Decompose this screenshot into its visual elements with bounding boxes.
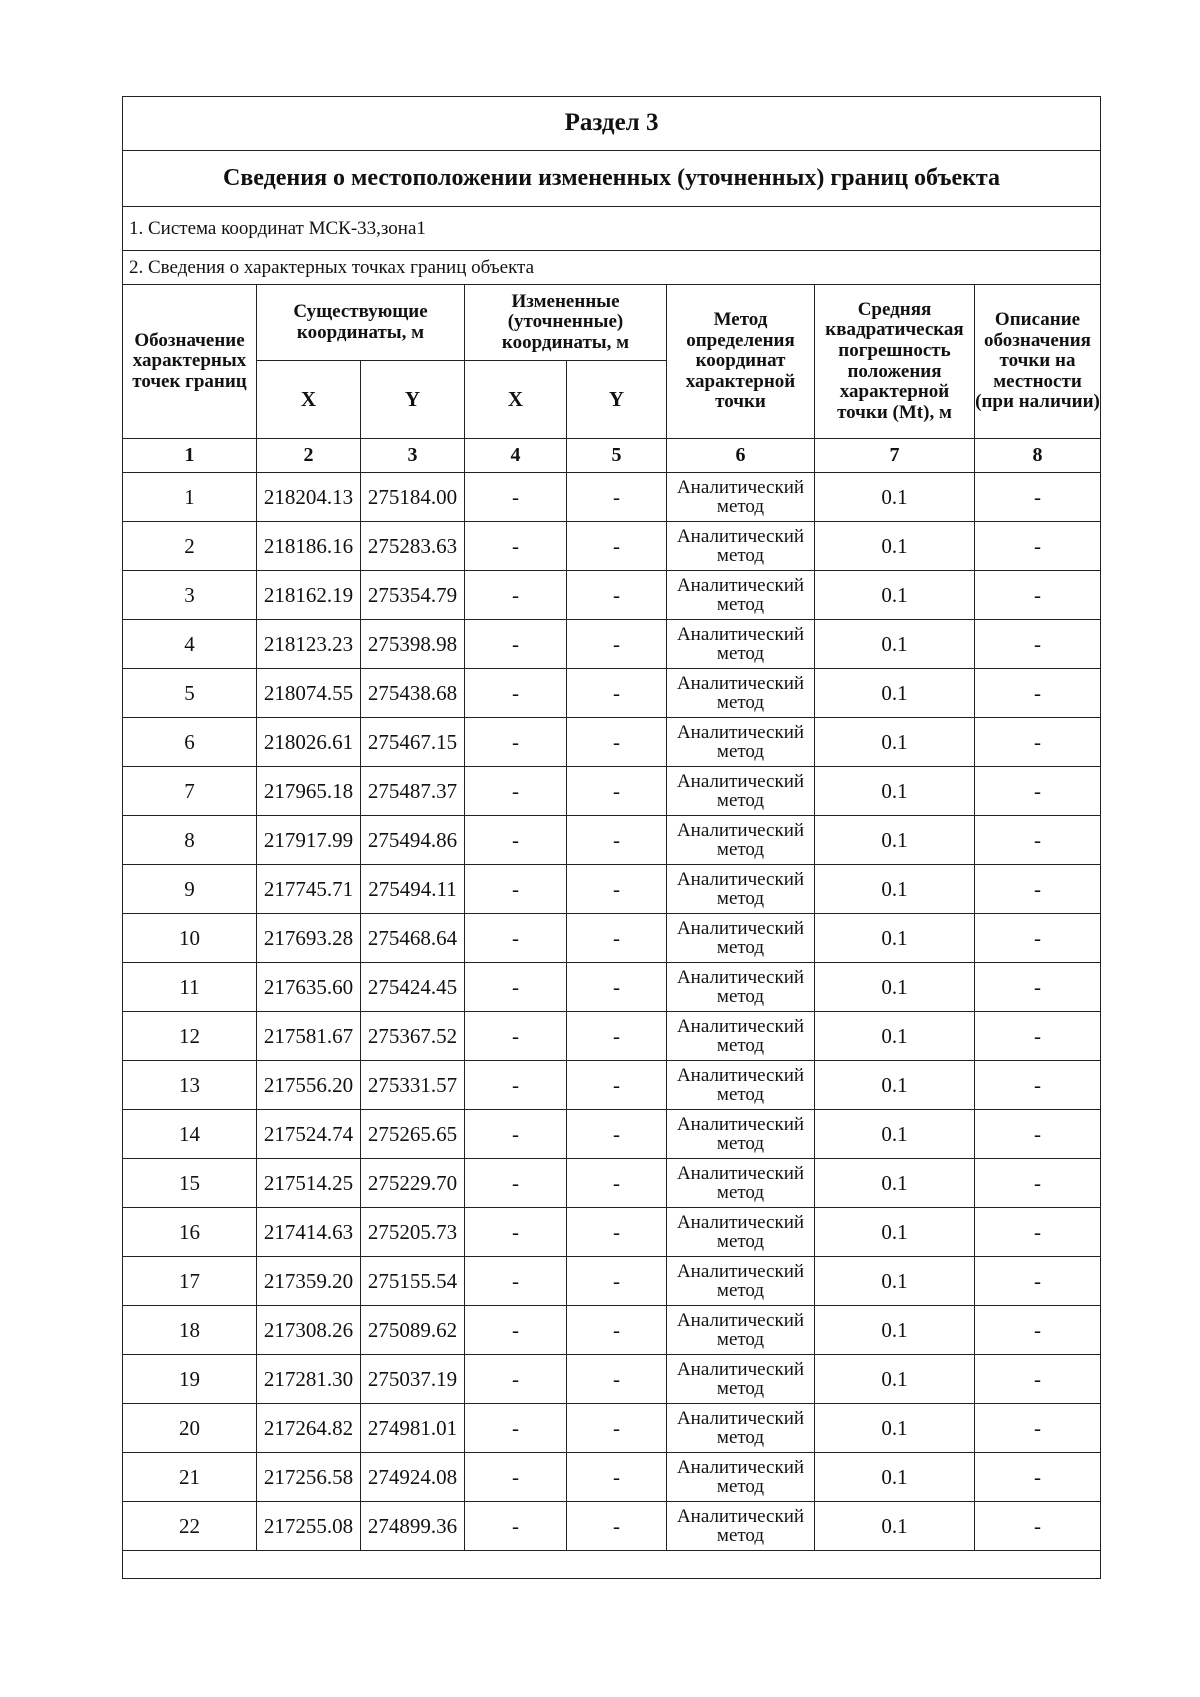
cell-existing-x: 218204.13	[257, 473, 361, 522]
method-word: Аналитический	[676, 624, 805, 645]
method-word: метод	[716, 790, 765, 811]
cell-existing-y: 275089.62	[361, 1306, 465, 1355]
method-word: Аналитический	[676, 1212, 805, 1233]
column-number: 7	[815, 439, 975, 473]
cell-description: -	[975, 1061, 1101, 1110]
cell-method	[667, 473, 815, 522]
cell-existing-x: 218162.19	[257, 571, 361, 620]
empty-cell	[123, 1551, 1101, 1579]
cell-changed-x: -	[465, 718, 567, 767]
table-row	[123, 1404, 1101, 1453]
cell-method	[667, 1208, 815, 1257]
method-word: Аналитический	[676, 722, 805, 743]
cell-mean-square-error: 0.1	[815, 865, 975, 914]
cell-point-number: 10	[123, 914, 257, 963]
cell-changed-y: -	[567, 718, 667, 767]
cell-existing-x: 218123.23	[257, 620, 361, 669]
cell-point-number: 13	[123, 1061, 257, 1110]
method-word: Аналитический	[676, 1163, 805, 1184]
cell-changed-y: -	[567, 571, 667, 620]
cell-existing-x: 217965.18	[257, 767, 361, 816]
cell-method	[667, 571, 815, 620]
method-word: Аналитический	[676, 1065, 805, 1086]
table-row	[123, 767, 1101, 816]
column-number-row	[123, 439, 1101, 473]
method-word: Аналитический	[676, 771, 805, 792]
cell-changed-y: -	[567, 1208, 667, 1257]
cell-changed-x: -	[465, 1159, 567, 1208]
cell-existing-y: 275438.68	[361, 669, 465, 718]
cell-changed-x: -	[465, 1502, 567, 1551]
cell-point-number: 15	[123, 1159, 257, 1208]
cell-existing-x: 217635.60	[257, 963, 361, 1012]
method-word: метод	[716, 1378, 765, 1399]
cell-method	[667, 767, 815, 816]
cell-changed-y: -	[567, 620, 667, 669]
method-word: Аналитический	[676, 1261, 805, 1282]
cell-existing-y: 275331.57	[361, 1061, 465, 1110]
cell-changed-x: -	[465, 473, 567, 522]
column-number: 6	[667, 439, 815, 473]
cell-method	[667, 1110, 815, 1159]
cell-changed-y: -	[567, 865, 667, 914]
table-row	[123, 816, 1101, 865]
cell-point-number: 19	[123, 1355, 257, 1404]
cell-existing-y: 275037.19	[361, 1355, 465, 1404]
cell-existing-y: 274924.08	[361, 1453, 465, 1502]
cell-point-number: 12	[123, 1012, 257, 1061]
empty-footer-row	[123, 1551, 1101, 1579]
cell-existing-x: 217581.67	[257, 1012, 361, 1061]
method-word: метод	[716, 545, 765, 566]
cell-existing-x: 218026.61	[257, 718, 361, 767]
cell-changed-y: -	[567, 1404, 667, 1453]
cell-existing-y: 275354.79	[361, 571, 465, 620]
cell-point-number: 17	[123, 1257, 257, 1306]
cell-point-number: 8	[123, 816, 257, 865]
cell-changed-y: -	[567, 1061, 667, 1110]
cell-existing-y: 275467.15	[361, 718, 465, 767]
cell-changed-x: -	[465, 1306, 567, 1355]
cell-existing-x: 217281.30	[257, 1355, 361, 1404]
cell-existing-x: 217255.08	[257, 1502, 361, 1551]
table-row	[123, 914, 1101, 963]
cell-point-number: 9	[123, 865, 257, 914]
cell-changed-y: -	[567, 1110, 667, 1159]
cell-changed-y: -	[567, 767, 667, 816]
cell-mean-square-error: 0.1	[815, 767, 975, 816]
cell-method	[667, 1404, 815, 1453]
table-row	[123, 473, 1101, 522]
header-existing-coordinates: Существующие координаты, м	[257, 285, 465, 361]
cell-changed-x: -	[465, 1061, 567, 1110]
cell-method	[667, 1159, 815, 1208]
cell-description: -	[975, 1208, 1101, 1257]
cell-changed-x: -	[465, 767, 567, 816]
table-row	[123, 1502, 1101, 1551]
method-word: метод	[716, 839, 765, 860]
document-page	[122, 96, 1100, 1579]
cell-mean-square-error: 0.1	[815, 522, 975, 571]
cell-point-number: 7	[123, 767, 257, 816]
section-subtitle: Сведения о местоположении измененных (уточненных) границ объекта	[123, 151, 1101, 207]
header-description: Описание обозначения точки на местности (при наличии)	[975, 285, 1101, 439]
cell-description: -	[975, 1306, 1101, 1355]
method-word: Аналитический	[676, 575, 805, 596]
column-number: 1	[123, 439, 257, 473]
cell-description: -	[975, 1257, 1101, 1306]
method-word: Аналитический	[676, 1016, 805, 1037]
cell-existing-y: 275424.45	[361, 963, 465, 1012]
method-word: метод	[716, 1525, 765, 1546]
cell-method	[667, 914, 815, 963]
method-word: метод	[716, 594, 765, 615]
cell-mean-square-error: 0.1	[815, 1110, 975, 1159]
cell-changed-y: -	[567, 914, 667, 963]
method-word: Аналитический	[676, 1359, 805, 1380]
cell-point-number: 6	[123, 718, 257, 767]
header-changed-x: X	[465, 361, 567, 439]
table-row	[123, 1257, 1101, 1306]
method-word: метод	[716, 986, 765, 1007]
cell-changed-x: -	[465, 1012, 567, 1061]
points-caption: 2. Сведения о характерных точках границ объекта	[123, 251, 1101, 285]
cell-existing-y: 275184.00	[361, 473, 465, 522]
cell-mean-square-error: 0.1	[815, 1012, 975, 1061]
cell-mean-square-error: 0.1	[815, 1453, 975, 1502]
cell-existing-x: 217524.74	[257, 1110, 361, 1159]
cell-description: -	[975, 473, 1101, 522]
table-row	[123, 865, 1101, 914]
cell-point-number: 18	[123, 1306, 257, 1355]
cell-changed-x: -	[465, 1257, 567, 1306]
cell-existing-x: 218186.16	[257, 522, 361, 571]
coordinate-system-line: 1. Система координат МСК-33,зона1	[123, 207, 1101, 251]
method-word: Аналитический	[676, 1457, 805, 1478]
header-mean-square-error: Средняя квадратическая погрешность положения характерной точки (Mt), м	[815, 285, 975, 439]
cell-point-number: 21	[123, 1453, 257, 1502]
cell-description: -	[975, 914, 1101, 963]
cell-changed-x: -	[465, 1355, 567, 1404]
cell-changed-y: -	[567, 669, 667, 718]
table-row	[123, 571, 1101, 620]
cell-method	[667, 1306, 815, 1355]
cell-mean-square-error: 0.1	[815, 1061, 975, 1110]
cell-changed-x: -	[465, 1404, 567, 1453]
cell-mean-square-error: 0.1	[815, 914, 975, 963]
cell-changed-x: -	[465, 669, 567, 718]
cell-existing-x: 218074.55	[257, 669, 361, 718]
cell-existing-x: 217514.25	[257, 1159, 361, 1208]
cell-mean-square-error: 0.1	[815, 571, 975, 620]
cell-description: -	[975, 1453, 1101, 1502]
cell-description: -	[975, 1012, 1101, 1061]
method-word: Аналитический	[676, 967, 805, 988]
cell-existing-y: 275398.98	[361, 620, 465, 669]
method-word: метод	[716, 643, 765, 664]
method-word: Аналитический	[676, 526, 805, 547]
cell-mean-square-error: 0.1	[815, 718, 975, 767]
cell-method	[667, 816, 815, 865]
cell-existing-y: 275487.37	[361, 767, 465, 816]
cell-changed-x: -	[465, 816, 567, 865]
cell-mean-square-error: 0.1	[815, 669, 975, 718]
method-word: Аналитический	[676, 477, 805, 498]
section-title: Раздел 3	[123, 97, 1101, 151]
cell-description: -	[975, 816, 1101, 865]
cell-method	[667, 620, 815, 669]
cell-mean-square-error: 0.1	[815, 1404, 975, 1453]
cell-description: -	[975, 571, 1101, 620]
cell-mean-square-error: 0.1	[815, 1159, 975, 1208]
cell-existing-y: 275367.52	[361, 1012, 465, 1061]
cell-existing-x: 217256.58	[257, 1453, 361, 1502]
method-word: Аналитический	[676, 1408, 805, 1429]
cell-existing-x: 217556.20	[257, 1061, 361, 1110]
method-word: Аналитический	[676, 673, 805, 694]
header-changed-y: Y	[567, 361, 667, 439]
cell-existing-x: 217414.63	[257, 1208, 361, 1257]
cell-description: -	[975, 963, 1101, 1012]
method-word: метод	[716, 1280, 765, 1301]
column-number: 2	[257, 439, 361, 473]
cell-existing-y: 274899.36	[361, 1502, 465, 1551]
table-row	[123, 620, 1101, 669]
method-word: метод	[716, 496, 765, 517]
cell-changed-x: -	[465, 865, 567, 914]
method-word: Аналитический	[676, 1506, 805, 1527]
table-row	[123, 1355, 1101, 1404]
column-number: 8	[975, 439, 1101, 473]
cell-point-number: 11	[123, 963, 257, 1012]
method-word: метод	[716, 1182, 765, 1203]
method-word: метод	[716, 692, 765, 713]
cell-existing-x: 217308.26	[257, 1306, 361, 1355]
cell-point-number: 5	[123, 669, 257, 718]
cell-existing-x: 217264.82	[257, 1404, 361, 1453]
cell-changed-y: -	[567, 473, 667, 522]
cell-changed-x: -	[465, 620, 567, 669]
column-number: 4	[465, 439, 567, 473]
cell-changed-x: -	[465, 914, 567, 963]
table-row	[123, 1012, 1101, 1061]
cell-existing-y: 275494.11	[361, 865, 465, 914]
cell-description: -	[975, 522, 1101, 571]
cell-point-number: 20	[123, 1404, 257, 1453]
cell-changed-y: -	[567, 1159, 667, 1208]
column-number: 5	[567, 439, 667, 473]
cell-method	[667, 1502, 815, 1551]
method-word: метод	[716, 1133, 765, 1154]
cell-existing-y: 275494.86	[361, 816, 465, 865]
cell-description: -	[975, 620, 1101, 669]
cell-mean-square-error: 0.1	[815, 1208, 975, 1257]
cell-point-number: 14	[123, 1110, 257, 1159]
cell-changed-y: -	[567, 963, 667, 1012]
cell-mean-square-error: 0.1	[815, 963, 975, 1012]
cell-changed-x: -	[465, 1208, 567, 1257]
cell-method	[667, 865, 815, 914]
cell-method	[667, 1061, 815, 1110]
method-word: метод	[716, 1427, 765, 1448]
method-word: метод	[716, 1035, 765, 1056]
cell-method	[667, 1012, 815, 1061]
cell-description: -	[975, 1404, 1101, 1453]
cell-existing-y: 275265.65	[361, 1110, 465, 1159]
cell-changed-y: -	[567, 1502, 667, 1551]
method-word: метод	[716, 888, 765, 909]
cell-description: -	[975, 718, 1101, 767]
method-word: метод	[716, 1329, 765, 1350]
cell-point-number: 16	[123, 1208, 257, 1257]
cell-existing-x: 217917.99	[257, 816, 361, 865]
method-word: метод	[716, 1084, 765, 1105]
cell-mean-square-error: 0.1	[815, 1306, 975, 1355]
cell-existing-y: 275205.73	[361, 1208, 465, 1257]
table-row	[123, 1453, 1101, 1502]
cell-changed-x: -	[465, 571, 567, 620]
cell-existing-y: 275229.70	[361, 1159, 465, 1208]
cell-changed-y: -	[567, 1306, 667, 1355]
cell-method	[667, 669, 815, 718]
table-row	[123, 1159, 1101, 1208]
method-word: Аналитический	[676, 820, 805, 841]
method-word: Аналитический	[676, 869, 805, 890]
cell-mean-square-error: 0.1	[815, 620, 975, 669]
cell-mean-square-error: 0.1	[815, 1502, 975, 1551]
method-word: метод	[716, 937, 765, 958]
cell-changed-x: -	[465, 1110, 567, 1159]
cell-existing-y: 275155.54	[361, 1257, 465, 1306]
cell-point-number: 22	[123, 1502, 257, 1551]
boundary-points-table	[122, 96, 1101, 1579]
table-row	[123, 1306, 1101, 1355]
cell-method	[667, 522, 815, 571]
header-designation: Обозначение характерных точек границ	[123, 285, 257, 439]
cell-point-number: 4	[123, 620, 257, 669]
cell-changed-y: -	[567, 522, 667, 571]
header-existing-x: X	[257, 361, 361, 439]
table-row	[123, 669, 1101, 718]
table-row	[123, 1061, 1101, 1110]
table-row	[123, 1208, 1101, 1257]
cell-description: -	[975, 1355, 1101, 1404]
cell-point-number: 1	[123, 473, 257, 522]
cell-changed-x: -	[465, 1453, 567, 1502]
cell-description: -	[975, 767, 1101, 816]
table-row	[123, 1110, 1101, 1159]
cell-method	[667, 1453, 815, 1502]
cell-point-number: 3	[123, 571, 257, 620]
cell-description: -	[975, 1502, 1101, 1551]
cell-method	[667, 718, 815, 767]
cell-method	[667, 1355, 815, 1404]
method-word: метод	[716, 1231, 765, 1252]
cell-changed-x: -	[465, 522, 567, 571]
cell-changed-y: -	[567, 1012, 667, 1061]
method-word: Аналитический	[676, 1310, 805, 1331]
header-changed-coordinates: Измененные (уточненные) координаты, м	[465, 285, 667, 361]
cell-existing-y: 275468.64	[361, 914, 465, 963]
cell-method	[667, 1257, 815, 1306]
cell-mean-square-error: 0.1	[815, 1355, 975, 1404]
cell-description: -	[975, 1110, 1101, 1159]
cell-mean-square-error: 0.1	[815, 816, 975, 865]
cell-changed-y: -	[567, 1355, 667, 1404]
method-word: Аналитический	[676, 1114, 805, 1135]
cell-changed-y: -	[567, 1257, 667, 1306]
cell-method	[667, 963, 815, 1012]
cell-existing-x: 217693.28	[257, 914, 361, 963]
header-method: Метод определения координат характерной точки	[667, 285, 815, 439]
cell-changed-y: -	[567, 1453, 667, 1502]
table-row	[123, 963, 1101, 1012]
method-word: метод	[716, 1476, 765, 1497]
table-row	[123, 718, 1101, 767]
cell-description: -	[975, 1159, 1101, 1208]
cell-existing-x: 217359.20	[257, 1257, 361, 1306]
cell-changed-x: -	[465, 963, 567, 1012]
cell-point-number: 2	[123, 522, 257, 571]
cell-existing-x: 217745.71	[257, 865, 361, 914]
cell-mean-square-error: 0.1	[815, 473, 975, 522]
cell-existing-y: 274981.01	[361, 1404, 465, 1453]
cell-changed-y: -	[567, 816, 667, 865]
cell-description: -	[975, 865, 1101, 914]
table-row	[123, 522, 1101, 571]
cell-mean-square-error: 0.1	[815, 1257, 975, 1306]
header-existing-y: Y	[361, 361, 465, 439]
method-word: Аналитический	[676, 918, 805, 939]
cell-existing-y: 275283.63	[361, 522, 465, 571]
method-word: метод	[716, 741, 765, 762]
cell-description: -	[975, 669, 1101, 718]
column-number: 3	[361, 439, 465, 473]
